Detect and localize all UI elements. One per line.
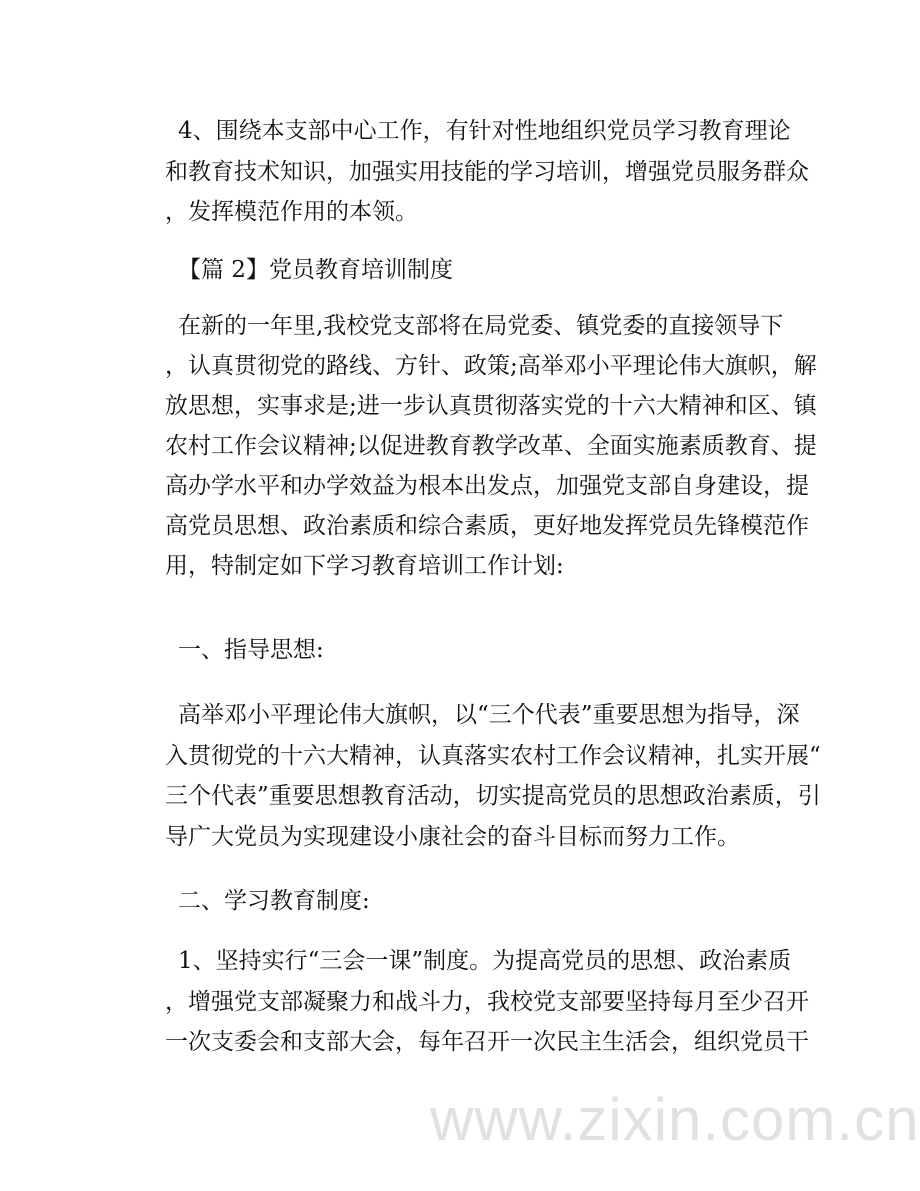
section-heading: 【篇 2】党员教育培训制度 bbox=[178, 257, 453, 283]
text-line: 一次支委会和支部大会，每年召开一次民主生活会，组织党员干 bbox=[165, 1029, 809, 1055]
text-line: 和教育技术知识，加强实用技能的学习培训，增强党员服务群众 bbox=[165, 159, 809, 185]
text-line: 三个代表”重要思想教育活动，切实提高党员的思想政治素质，引 bbox=[165, 783, 821, 809]
watermark: www.zixin.com.cn bbox=[430, 1086, 920, 1153]
text-line: 放思想，实事求是;进一步认真贯彻落实党的十六大精神和区、镇 bbox=[165, 393, 817, 419]
text-line: 高举邓小平理论伟大旗帜，以“三个代表”重要思想为指导，深 bbox=[178, 702, 800, 728]
text-line: 在新的一年里,我校党支部将在局党委、镇党委的直接领导下 bbox=[178, 313, 784, 339]
text-line: ，认真贯彻党的路线、方针、政策;高举邓小平理论伟大旗帜，解 bbox=[165, 353, 817, 379]
text-line: 导广大党员为实现建设小康社会的奋斗目标而努力工作。 bbox=[165, 824, 740, 850]
text-line: 高办学水平和办学效益为根本出发点，加强党支部自身建设，提 bbox=[165, 473, 809, 499]
text-line: 二、学习教育制度: bbox=[178, 888, 370, 914]
text-line: 一、指导思想: bbox=[178, 637, 324, 663]
text-line: 高党员思想、政治素质和综合素质，更好地发挥党员先锋模范作 bbox=[165, 513, 809, 539]
text-line: 用，特制定如下学习教育培训工作计划: bbox=[165, 553, 564, 579]
text-line: 4、围绕本支部中心工作，有针对性地组织党员学习教育理论 bbox=[178, 118, 791, 144]
text-line: 农村工作会议精神;以促进教育教学改革、全面实施素质教育、提 bbox=[165, 433, 817, 459]
text-line: ，发挥模范作用的本领。 bbox=[165, 199, 418, 225]
text-line: ，增强党支部凝聚力和战斗力，我校党支部要坚持每月至少召开 bbox=[165, 989, 809, 1015]
text-line: 1、坚持实行“三会一课”制度。为提高党员的思想、政治素质 bbox=[178, 948, 792, 974]
text-line: 入贯彻党的十六大精神，认真落实农村工作会议精神，扎实开展“ bbox=[165, 743, 821, 769]
